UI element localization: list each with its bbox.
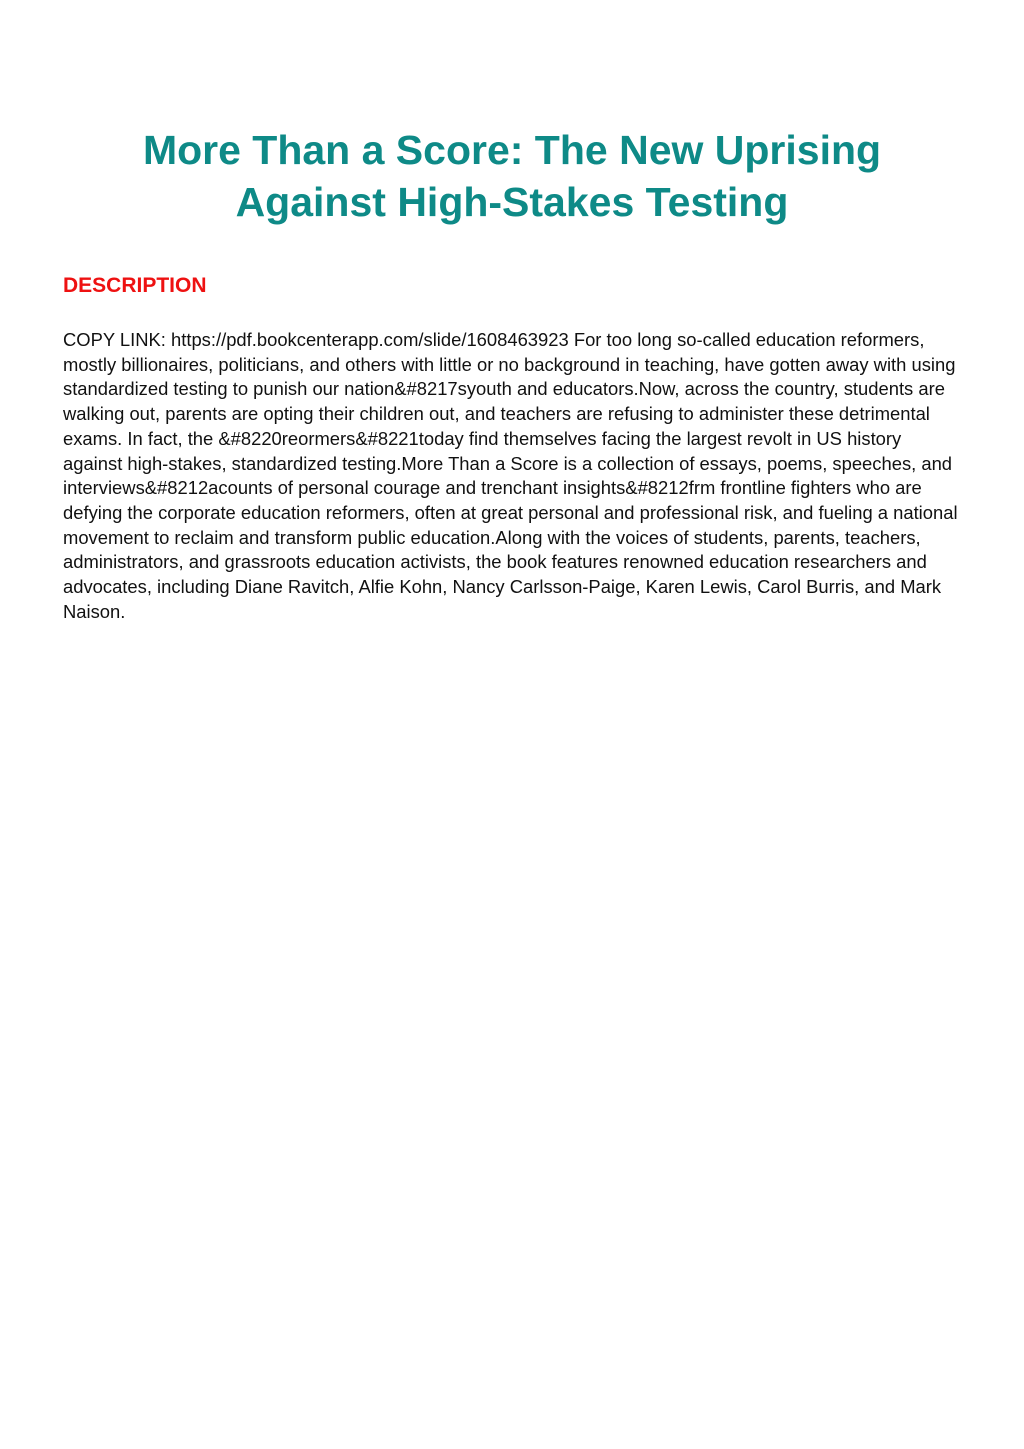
description-heading: DESCRIPTION [63, 274, 207, 297]
description-text: COPY LINK: https://pdf.bookcenterapp.com/slide/1608463923 For too long so-called education reformers, mostly billionaires, politicians, and others with little or no background in teaching, have gotten away with using standardized testing to punish our nation&#8217syouth and educators.Now, across the country, students are walking out, parents are opting their children out, and teachers are refusing to administer these detrimental exams. In fact, the &#8220reormers&#8221today find themselves facing the largest revolt in US history against high-stakes, standardized testing.More Than a Score is a collection of essays, poems, speeches, and interviews&#8212acounts of personal courage and trenchant insights&#8212frm frontline fighters who are defying the corporate education reformers, often at great personal and professional risk, and fueling a national movement to reclaim and transform public education.Along with the voices of students, parents, teachers, administrators, and grassroots education activists, the book features renowned education researchers and advocates, including Diane Ravitch, Alfie Kohn, Nancy Carlsson-Paige, Karen Lewis, Carol Burris, and Mark Naison. [63, 329, 958, 622]
page-title: More Than a Score: The New Uprising Against High-Stakes Testing [142, 127, 882, 225]
